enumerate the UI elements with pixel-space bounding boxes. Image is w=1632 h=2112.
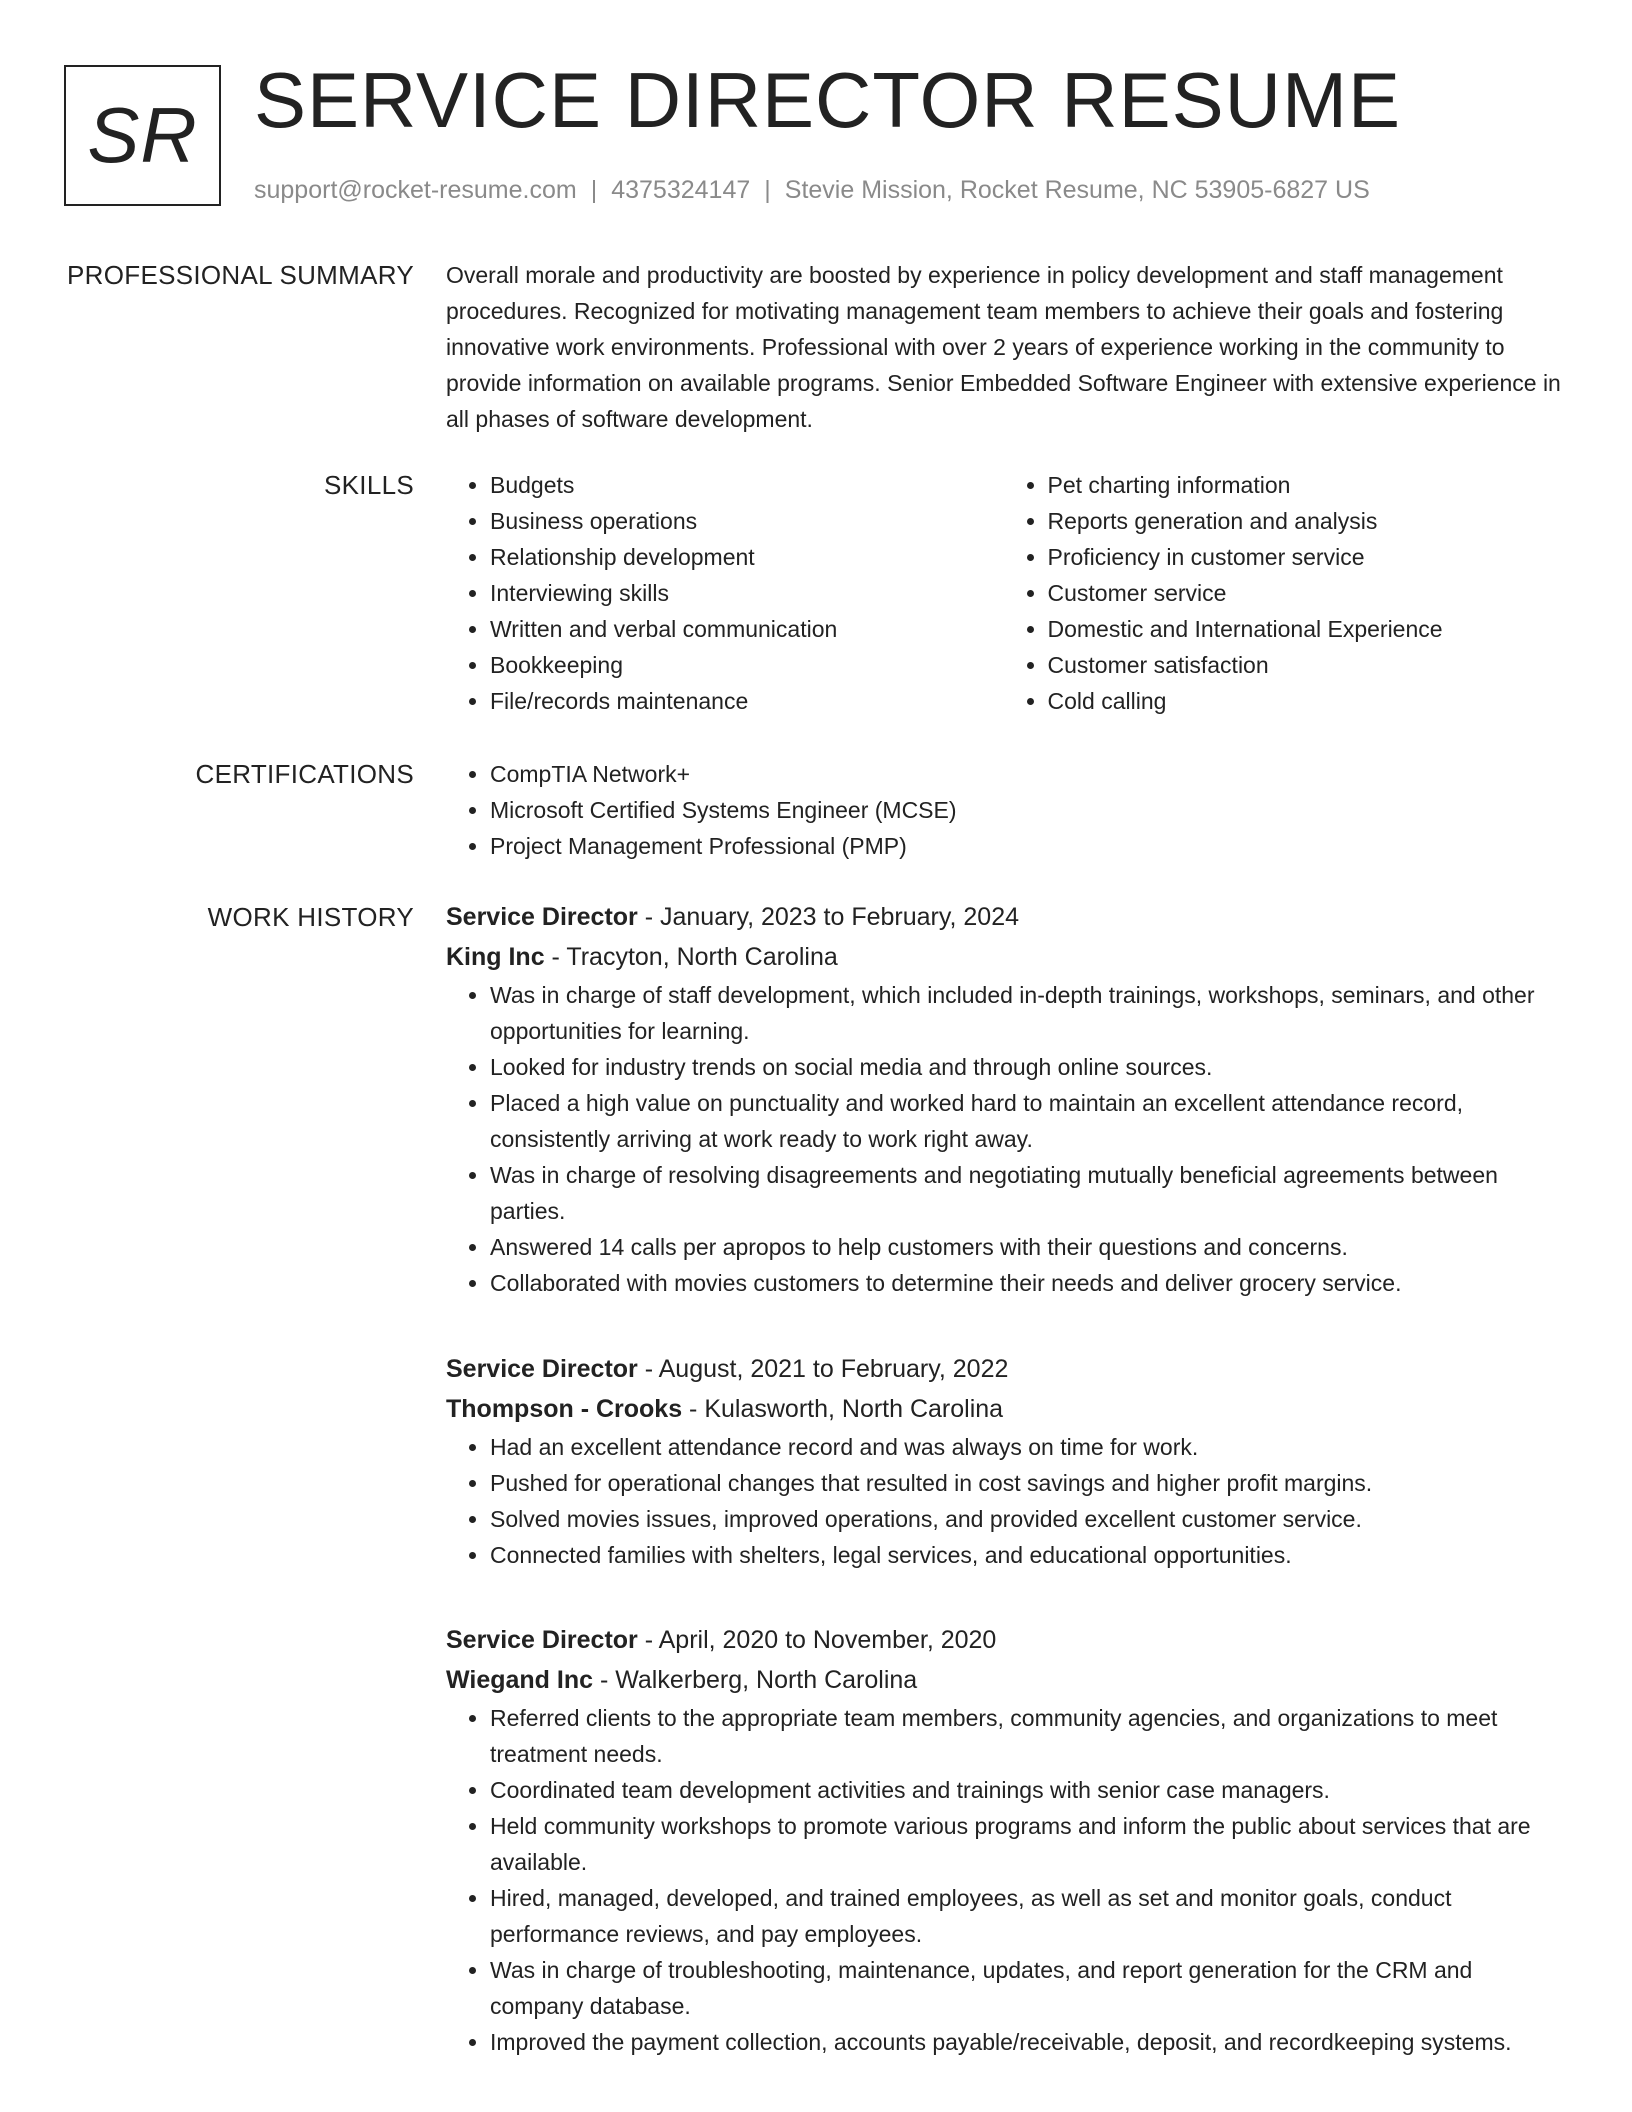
skill-item: • Pet charting information: [1048, 467, 1562, 503]
contact-address: Stevie Mission, Rocket Resume, NC 53905-6827 US: [784, 176, 1370, 204]
job-bullet: • Was in charge of staff development, which included in-depth trainings, workshops, seminars, and other opportunities for learning.: [490, 977, 1561, 1049]
job-company-line: [446, 1660, 1561, 1700]
section-heading-certifications: CERTIFICATIONS: [195, 759, 414, 789]
job-title: Service Director: [446, 903, 638, 931]
job-bullet: • Coordinated team development activities and trainings with senior case managers.: [490, 1772, 1561, 1808]
job-entry: [446, 1620, 1561, 2060]
job-bullet: • Answered 14 calls per apropos to help customers with their questions and concerns.: [490, 1229, 1561, 1265]
job-company: Thompson - Crooks: [446, 1395, 683, 1423]
job-bullets: [446, 977, 1561, 1301]
job-company-line: [446, 1389, 1561, 1429]
contact-line: [254, 173, 1370, 207]
job-dates: - August, 2021 to February, 2022: [637, 1355, 1009, 1383]
contact-separator: |: [590, 176, 598, 204]
job-bullet: • Had an excellent attendance record and was always on time for work.: [490, 1429, 1561, 1465]
contact-phone[interactable]: 4375324147: [611, 176, 751, 204]
job-bullet: • Was in charge of resolving disagreements and negotiating mutually beneficial agreements between parties.: [490, 1157, 1561, 1229]
job-title-line: [446, 897, 1561, 937]
job-location: - Walkerberg, North Carolina: [593, 1666, 918, 1694]
job-dates: - April, 2020 to November, 2020: [637, 1626, 997, 1654]
certification-item: • Project Management Professional (PMP): [490, 828, 1561, 864]
skills-body: [446, 467, 1561, 719]
section-heading-skills: SKILLS: [324, 470, 414, 500]
job-company: King Inc: [446, 943, 545, 971]
job-bullets: [446, 1429, 1561, 1573]
skill-item: • Customer service: [1048, 575, 1562, 611]
job-location: - Tracyton, North Carolina: [544, 943, 838, 971]
job-bullets: [446, 1700, 1561, 2060]
job-bullet: • Solved movies issues, improved operations, and provided excellent customer service.: [490, 1501, 1561, 1537]
summary-text: Overall morale and productivity are boosted by experience in policy development and staff management procedures. Recognized for motivating management team members to achieve their goals and fostering innovative work environments. Professional with over 2 years of experience working in the community to provide information on available programs. Senior Embedded Software Engineer with extensive experience in all phases of software development.: [446, 262, 1561, 432]
skill-item: • File/records maintenance: [490, 683, 1004, 719]
skills-list-left: [446, 467, 1004, 719]
section-heading-work-history: WORK HISTORY: [207, 902, 414, 932]
job-entry: [446, 897, 1561, 1301]
certification-item: • Microsoft Certified Systems Engineer (MCSE): [490, 792, 1561, 828]
job-title: Service Director: [446, 1626, 638, 1654]
skill-item: • Business operations: [490, 503, 1004, 539]
skills-list-right: [1004, 467, 1562, 719]
skill-item: • Reports generation and analysis: [1048, 503, 1562, 539]
job-bullet: • Improved the payment collection, accounts payable/receivable, deposit, and recordkeeping systems.: [490, 2024, 1561, 2060]
job-dates: - January, 2023 to February, 2024: [637, 903, 1020, 931]
contact-email[interactable]: support@rocket-resume.com: [254, 176, 577, 204]
summary-body: [446, 257, 1561, 437]
job-bullet: • Looked for industry trends on social media and through online sources.: [490, 1049, 1561, 1085]
monogram-logo: SR: [64, 65, 221, 206]
certifications-body: [446, 756, 1561, 864]
skill-item: • Cold calling: [1048, 683, 1562, 719]
job-bullet: • Connected families with shelters, legal services, and educational opportunities.: [490, 1537, 1561, 1573]
job-location: - Kulasworth, North Carolina: [682, 1395, 1004, 1423]
job-bullet: • Collaborated with movies customers to determine their needs and deliver grocery service.: [490, 1265, 1561, 1301]
job-bullet: • Placed a high value on punctuality and worked hard to maintain an excellent attendance record, consistently arriving at work ready to work right away.: [490, 1085, 1561, 1157]
skill-item: • Proficiency in customer service: [1048, 539, 1562, 575]
skill-item: • Written and verbal communication: [490, 611, 1004, 647]
skill-item: • Budgets: [490, 467, 1004, 503]
job-title: Service Director: [446, 1355, 638, 1383]
job-bullet: • Was in charge of troubleshooting, maintenance, updates, and report generation for the CRM and company database.: [490, 1952, 1561, 2024]
skill-item: • Relationship development: [490, 539, 1004, 575]
job-title-line: [446, 1349, 1561, 1389]
section-heading-summary: PROFESSIONAL SUMMARY: [67, 260, 414, 290]
job-bullet: • Referred clients to the appropriate team members, community agencies, and organizations to meet treatment needs.: [490, 1700, 1561, 1772]
job-company: Wiegand Inc: [446, 1666, 594, 1694]
skill-item: • Interviewing skills: [490, 575, 1004, 611]
skill-item: • Bookkeeping: [490, 647, 1004, 683]
contact-separator: |: [764, 176, 771, 204]
job-bullet: • Held community workshops to promote various programs and inform the public about services that are available.: [490, 1808, 1561, 1880]
certifications-list: [446, 756, 1561, 864]
job-entry: [446, 1349, 1561, 1573]
certification-item: • CompTIA Network+: [490, 756, 1561, 792]
job-bullet: • Pushed for operational changes that resulted in cost savings and higher profit margins.: [490, 1465, 1561, 1501]
skill-item: • Domestic and International Experience: [1048, 611, 1562, 647]
job-company-line: [446, 937, 1561, 977]
job-title-line: [446, 1620, 1561, 1660]
skill-item: • Customer satisfaction: [1048, 647, 1562, 683]
resume-title: SERVICE DIRECTOR RESUME: [254, 56, 1401, 144]
job-bullet: • Hired, managed, developed, and trained employees, as well as set and monitor goals, conduct performance reviews, and pay employees.: [490, 1880, 1561, 1952]
